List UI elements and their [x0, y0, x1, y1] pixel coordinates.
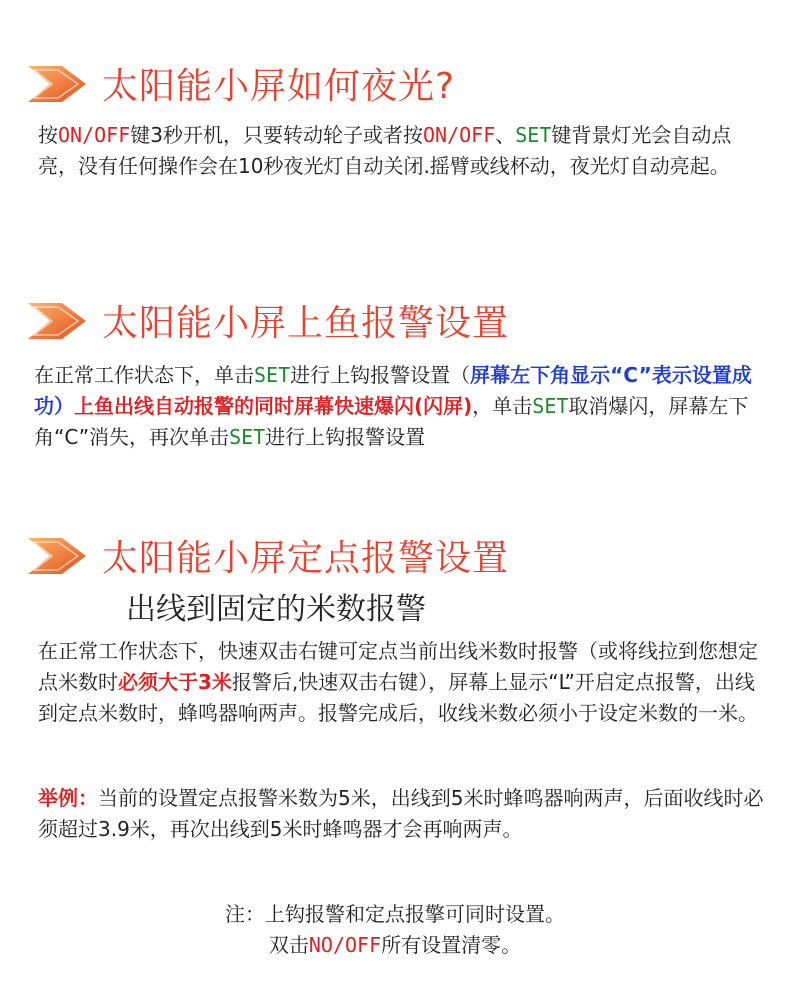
section1-paragraph: 按ON/OFF键3秒开机，只要转动轮子或者按ON/OFF、SET键背景灯光会自动点亮，没有任何操作会在10秒夜光灯自动关闭.摇臂或线杯动，夜光灯自动亮起。	[38, 123, 732, 178]
section3-paragraph: 在正常工作状态下，快速双击右键可定点当前出线米数时报警（或将线拉到您想定点米数时必须大于3米报警后,快速双击右键），屏幕上显示“L”开启定点报警，出线到定点米数时，蜂鸣器响两声。报警完成后，收线米数必须小于设定米数的一米。	[38, 639, 758, 725]
note-line1: 注：上钩报警和定点报擎可同时设置。	[225, 902, 565, 926]
orange-arrow-icon	[28, 66, 86, 102]
note-line2: 双击NO/OFF所有设置清零。	[268, 933, 522, 957]
section3-header	[28, 530, 509, 581]
section3-subtitle: 出线到固定的米数报警	[126, 592, 426, 627]
orange-arrow-icon	[28, 538, 86, 574]
section1-title: 太阳能小屏如何夜光?	[102, 66, 456, 107]
section2-paragraph: 在正常工作状态下，单击SET进行上钩报警设置（屏幕左下角显示“C”表示设置成功）上鱼出线自动报警的同时屏幕快速爆闪(闪屏)，单击SET取消爆闪，屏幕左下角“C”消失，再次单击SET进行上钩报警设置	[34, 363, 752, 449]
section3-example	[38, 783, 768, 845]
orange-arrow-icon	[28, 303, 86, 339]
section1-header	[28, 58, 455, 109]
section3-title: 太阳能小屏定点报警设置	[102, 538, 510, 579]
example-label: 举例：	[38, 786, 98, 810]
section2-title: 太阳能小屏上鱼报警设置	[102, 303, 510, 344]
section2-header	[28, 295, 509, 346]
example-text: 当前的设置定点报警米数为5米，出线到5米时蜂鸣器响两声，后面收线时必须超过3.9米，再次出线到5米时蜂鸣器才会再响两声。	[38, 786, 764, 841]
